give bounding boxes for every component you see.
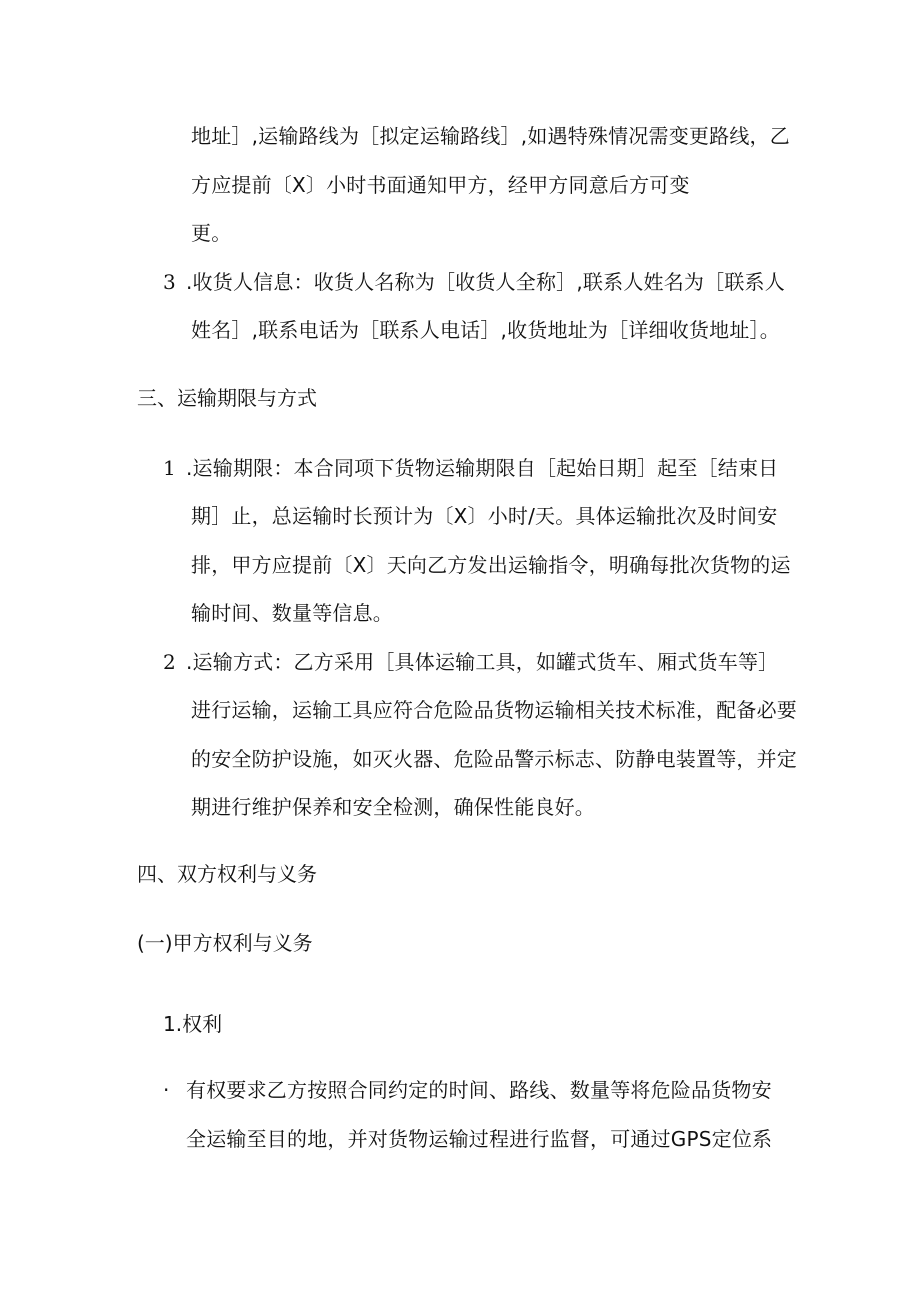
rights-heading: 1.权利	[163, 1012, 223, 1036]
list-number: 3	[163, 270, 176, 294]
paragraph-line: 进行运输，运输工具应符合危险品货物运输相关技术标准，配备必要	[191, 698, 797, 722]
bullet-dot-icon: ·	[163, 1078, 170, 1102]
paragraph-line: .运输期限：本合同项下货物运输期限自［起始日期］起至［结束日	[186, 456, 779, 480]
list-number: 2	[163, 650, 176, 674]
paragraph-line: 有权要求乙方按照合同约定的时间、路线、数量等将危险品货物安	[186, 1078, 772, 1102]
sub-heading: (一)甲方权利与义务	[137, 931, 313, 955]
paragraph-line: 期］止，总运输时长预计为〔X〕小时/天。具体运输批次及时间安	[191, 504, 778, 528]
paragraph-line: 排，甲方应提前〔X〕天向乙方发出运输指令，明确每批次货物的运	[191, 553, 791, 577]
section-heading: 四、双方权利与义务	[137, 862, 317, 886]
paragraph-line: 更。	[191, 221, 232, 245]
list-number: 1	[163, 456, 176, 480]
paragraph-line: 方应提前〔X〕小时书面通知甲方，经甲方同意后方可变	[191, 173, 690, 197]
text-segment: 地址］,运输路线为［拟定运输路线］,如遇特殊情况需变更路线，乙	[191, 124, 790, 148]
paragraph-line: .运输方式：乙方采用［具体运输工具，如罐式货车、厢式货车等］	[186, 650, 779, 674]
section-heading: 三、运输期限与方式	[137, 386, 317, 410]
paragraph-line: 输时间、数量等信息。	[191, 601, 393, 625]
paragraph-line: 的安全防护设施，如灭火器、危险品警示标志、防静电装置等，并定	[191, 747, 797, 771]
paragraph-line	[191, 122, 790, 150]
paragraph-line: 全运输至目的地，并对货物运输过程进行监督，可通过GPS定位系	[186, 1127, 773, 1151]
paragraph-line: 姓名］,联系电话为［联系人电话］,收货地址为［详细收货地址］。	[191, 318, 780, 342]
paragraph-line: .收货人信息：收货人名称为［收货人全称］,联系人姓名为［联系人	[186, 270, 785, 294]
paragraph-line: 期进行维护保养和安全检测，确保性能良好。	[191, 795, 595, 819]
